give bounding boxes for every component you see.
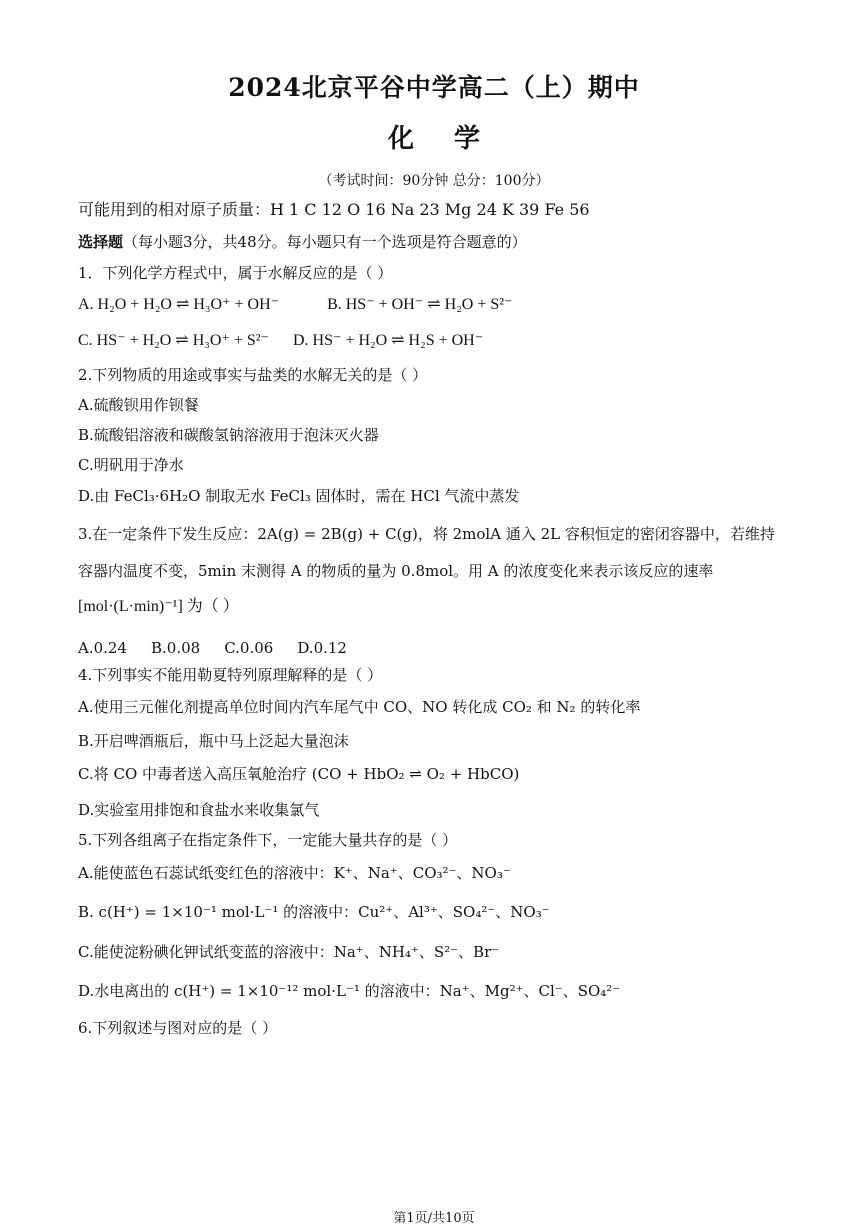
q3-options xyxy=(78,638,347,658)
q3-option-d: D.0.12 xyxy=(297,639,347,657)
exam-info: （考试时间：90分钟 总分：100分） xyxy=(318,173,550,189)
subject-title: 化学 xyxy=(387,124,520,154)
q1-stem: 1．下列化学方程式中，属于水解反应的是（ ） xyxy=(78,264,393,282)
q3-stem-line1: 3.在一定条件下发生反应：2A(g) = 2B(g) + C(g)，将 2molA 通入 2L 容积恒定的密闭容器中，若维持 xyxy=(78,525,775,543)
page-number: 第1页/共10页 xyxy=(393,1211,475,1226)
q2-stem: 2.下列物质的用途或事实与盐类的水解无关的是（ ） xyxy=(78,366,428,384)
section-name: 选择题 xyxy=(78,233,124,251)
q3-stem-line2: 容器内温度不变，5min 末测得 A 的物质的量为 0.8mol。用 A 的浓度变化来表示该反应的速率 xyxy=(78,562,714,580)
q2-option-c: C.明矾用于净水 xyxy=(78,456,184,474)
q5-option-a: A.能使蓝色石蕊试纸变红色的溶液中：K⁺、Na⁺、CO₃²⁻、NO₃⁻ xyxy=(78,864,511,882)
q5-stem: 5.下列各组离子在指定条件下，一定能大量共存的是（ ） xyxy=(78,831,458,849)
q4-option-b: B.开启啤酒瓶后，瓶中马上泛起大量泡沫 xyxy=(78,732,349,750)
exam-title: 2024北京平谷中学高二（上）期中 xyxy=(228,73,640,102)
q4-option-a: A.使用三元催化剂提高单位时间内汽车尾气中 CO、NO 转化成 CO₂ 和 N₂ 的转化率 xyxy=(78,698,641,716)
q2-option-b: B.硫酸铝溶液和碳酸氢钠溶液用于泡沫灭火器 xyxy=(78,426,379,444)
q4-stem: 4.下列事实不能用勒夏特列原理解释的是（ ） xyxy=(78,666,383,684)
q4-option-d: D.实验室用排饱和食盐水来收集氯气 xyxy=(78,801,320,819)
q1-options-row2 xyxy=(78,331,483,351)
q1-option-d: D. HS⁻ + H₂O ⇌ H₂S + OH⁻ xyxy=(292,332,484,349)
q1-option-b: B. HS⁻ + OH⁻ ⇌ H₂O + S²⁻ xyxy=(327,296,513,313)
q5-option-d: D.水电离出的 c(H⁺) = 1×10⁻¹² mol·L⁻¹ 的溶液中：Na⁺、Mg²⁺、Cl⁻、SO₄²⁻ xyxy=(78,982,621,1000)
q5-option-c: C.能使淀粉碘化钾试纸变蓝的溶液中：Na⁺、NH₄⁺、S²⁻、Br⁻ xyxy=(78,943,500,961)
atomic-masses: 可能用到的相对原子质量：H 1 C 12 O 16 Na 23 Mg 24 K 39 Fe 56 xyxy=(78,200,590,219)
q3-option-c: C.0.06 xyxy=(224,639,274,657)
q1-option-a: A. H₂O + H₂O ⇌ H₃O⁺ + OH⁻ xyxy=(78,296,280,313)
q5-option-b: B. c(H⁺) = 1×10⁻¹ mol·L⁻¹ 的溶液中：Cu²⁺、Al³⁺、SO₄²⁻、NO₃⁻ xyxy=(78,903,550,921)
section-header xyxy=(78,232,527,252)
q2-option-a: A.硫酸钡用作钡餐 xyxy=(78,396,199,414)
q2-option-d: D.由 FeCl₃·6H₂O 制取无水 FeCl₃ 固体时，需在 HCl 气流中蒸发 xyxy=(78,487,520,505)
q1-option-c: C. HS⁻ + H₂O ⇌ H₃O⁺ + S²⁻ xyxy=(78,332,269,349)
q3-stem-line3: [mol·(L·min)⁻¹] 为（ ） xyxy=(78,598,239,615)
section-instruction: （每小题3分，共48分。每小题只有一个选项是符合题意的） xyxy=(123,233,527,251)
q4-option-c: C.将 CO 中毒者送入高压氧舱治疗 (CO + HbO₂ ⇌ O₂ + HbCO) xyxy=(78,765,520,783)
q1-options-row1 xyxy=(78,295,512,315)
q3-option-a: A.0.24 xyxy=(78,639,127,657)
q6-stem: 6.下列叙述与图对应的是（ ） xyxy=(78,1019,278,1037)
q3-option-b: B.0.08 xyxy=(151,639,201,657)
